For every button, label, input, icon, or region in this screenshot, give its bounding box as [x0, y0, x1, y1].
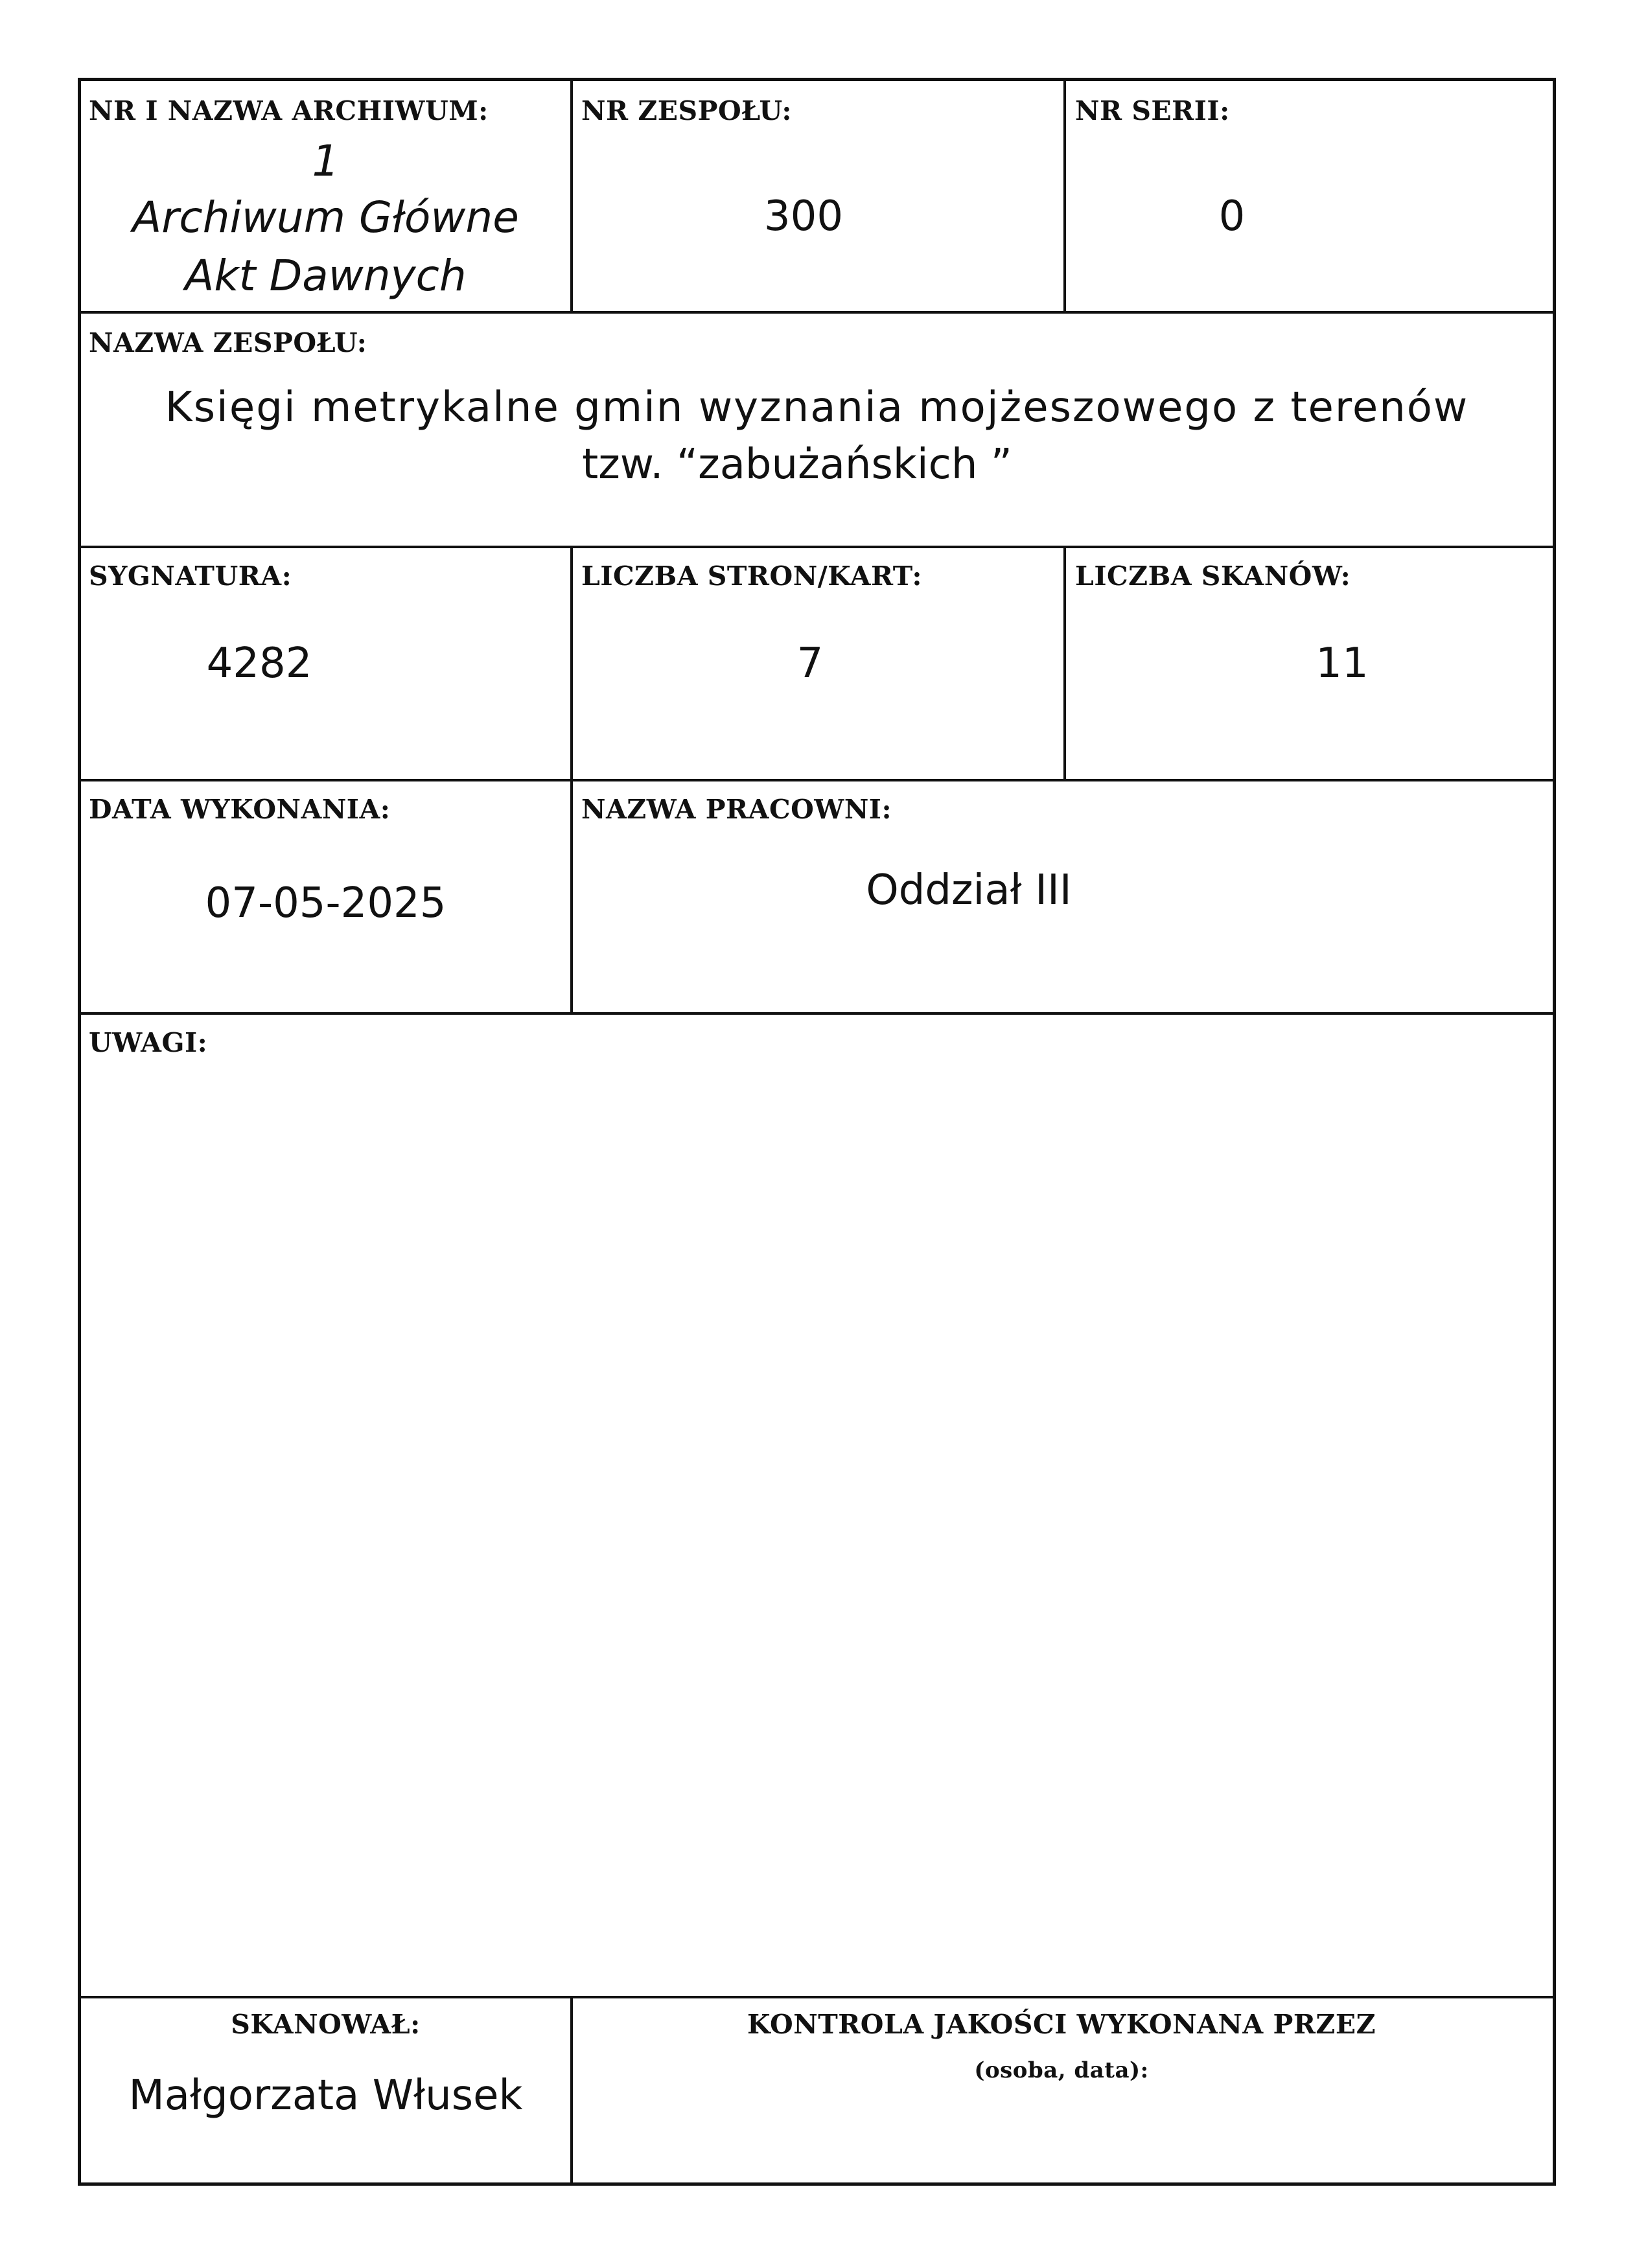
signature-value: 4282: [206, 640, 312, 688]
pages-count-label: LICZBA STRON/KART:: [581, 561, 922, 592]
fonds-number-value: 300: [763, 192, 844, 240]
archive-name-line2: Akt Dawnych: [185, 251, 467, 301]
series-number-label: NR SERII:: [1075, 95, 1230, 126]
divider: [81, 1996, 1553, 1998]
date-value: 07-05-2025: [205, 879, 446, 927]
workshop-value: Oddział III: [866, 866, 1072, 914]
quality-control-label: KONTROLA JAKOŚCI WYKONANA PRZEZ: [747, 2009, 1376, 2040]
fonds-name-line1: Księgi metrykalne gmin wyznania mojżeszowego z terenów: [165, 384, 1469, 432]
scanned-by-value: Małgorzata Włusek: [128, 2072, 523, 2120]
metadata-card: [78, 78, 1556, 2186]
fonds-number-label: NR ZESPOŁU:: [581, 95, 792, 126]
signature-label: SYGNATURA:: [89, 561, 292, 592]
quality-control-sublabel: (osoba, data):: [974, 2057, 1149, 2083]
pages-count-value: 7: [796, 640, 824, 688]
divider: [81, 311, 1553, 314]
remarks-label: UWAGI:: [89, 1027, 208, 1058]
divider: [81, 1012, 1553, 1015]
scans-count-value: 11: [1316, 640, 1369, 688]
divider: [81, 546, 1553, 548]
archive-number: 1: [312, 136, 340, 186]
fonds-name-label: NAZWA ZESPOŁU:: [89, 327, 367, 358]
divider: [570, 779, 573, 1012]
scanned-by-label: SKANOWAŁ:: [231, 2009, 421, 2040]
series-number-value: 0: [1218, 192, 1246, 240]
divider: [81, 779, 1553, 781]
fonds-name-line2: tzw. “zabużańskich ”: [582, 441, 1012, 489]
scans-count-label: LICZBA SKANÓW:: [1075, 561, 1351, 592]
workshop-label: NAZWA PRACOWNI:: [581, 794, 892, 825]
archive-label: NR I NAZWA ARCHIWUM:: [89, 95, 489, 126]
date-label: DATA WYKONANIA:: [89, 794, 391, 825]
archive-name-line1: Archiwum Główne: [132, 192, 519, 242]
